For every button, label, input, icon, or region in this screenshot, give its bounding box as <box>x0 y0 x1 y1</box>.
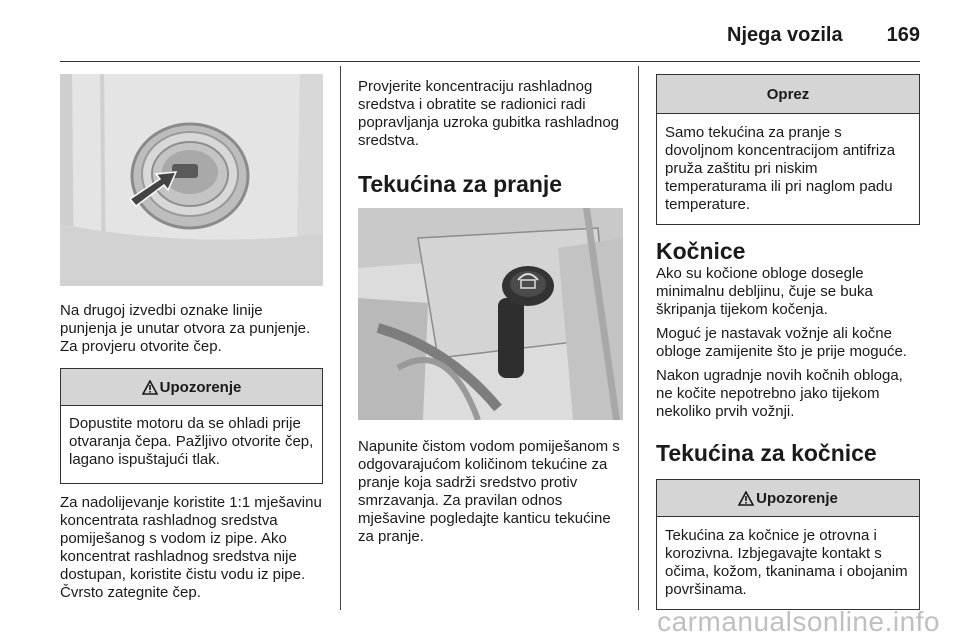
paragraph: Za nadolijevanje koristite 1:1 mješavinu koncentrata rashladnog sredstva pomiješanog s vodom iz pipe. Ako koncentrat rashladnog sredstva nije dostupan, koristite čistu vodu iz pipe. Čvrsto zategnite čep. <box>60 494 322 601</box>
header-rule <box>60 61 920 62</box>
section-heading: Tekućina za pranje <box>358 171 563 197</box>
coolant-reservoir-illustration <box>60 74 323 286</box>
warning-title: Upozorenje <box>159 378 242 396</box>
caution-box <box>656 74 920 225</box>
column-divider <box>340 66 341 610</box>
paragraph: Provjerite koncentraciju rashladnog sredstva i obratite se radionici radi popravljanja uzroka gubitka rashladnog sredstva. <box>358 78 620 149</box>
watermark: carmanualsonline.info <box>657 606 940 637</box>
paragraph: Ako su kočione obloge dosegle minimalnu debljinu, čuje se buka škripanja tijekom kočenja. <box>656 265 873 318</box>
section-heading: Tekućina za kočnice <box>656 440 877 466</box>
column-2 <box>358 74 623 546</box>
warning-box <box>656 479 920 610</box>
caution-text: Samo tekućina za pranje s dovoljnom koncentracijom antifriza pruža zaštitu pri niskim temperaturama ili pri naglom padu temperature. <box>665 124 896 213</box>
warning-text: Tekućina za kočnice je otrovna i korozivna. Izbjegavajte kontakt s očima, kožom, tkaninama i obojanim površinama. <box>665 527 908 598</box>
warning-text: Dopustite motoru da se ohladi prije otvaranja čepa. Pažljivo otvorite čep, lagano ispuštajući tlak. <box>69 415 314 468</box>
warning-title: Upozorenje <box>756 489 838 507</box>
header-title: Njega vozila <box>727 23 843 46</box>
section-heading: Kočnice <box>656 238 746 264</box>
column-1 <box>60 74 323 602</box>
caution-title: Oprez <box>766 85 810 103</box>
paragraph: Nakon ugradnje novih kočnih obloga, ne kočite nepotrebno jako tijekom nekoliko prvih vožnji. <box>656 367 903 420</box>
column-divider <box>638 66 639 610</box>
warning-header <box>657 480 919 517</box>
paragraph: Moguć je nastavak vožnje ali kočne obloge zamijenite što je prije moguće. <box>656 325 907 360</box>
warning-triangle-icon <box>142 380 158 395</box>
paragraph: Napunite čistom vodom pomiješanom s odgovarajućom količinom tekućine za pranje koja sadrži sredstvo protiv smrzavanja. Za pravilan odnos mješavine pogledajte kanticu tekućine za pranje. <box>358 438 620 545</box>
column-3 <box>656 74 920 610</box>
caution-header <box>657 75 919 114</box>
page-header <box>727 20 920 50</box>
warning-header <box>61 369 322 406</box>
warning-box <box>60 368 323 484</box>
paragraph: Na drugoj izvedbi oznake linije punjenja je unutar otvora za punjenje. Za provjeru otvorite čep. <box>60 302 311 355</box>
warning-triangle-icon <box>738 491 754 506</box>
page-number: 169 <box>886 23 920 46</box>
washer-fluid-reservoir-illustration <box>358 208 623 420</box>
